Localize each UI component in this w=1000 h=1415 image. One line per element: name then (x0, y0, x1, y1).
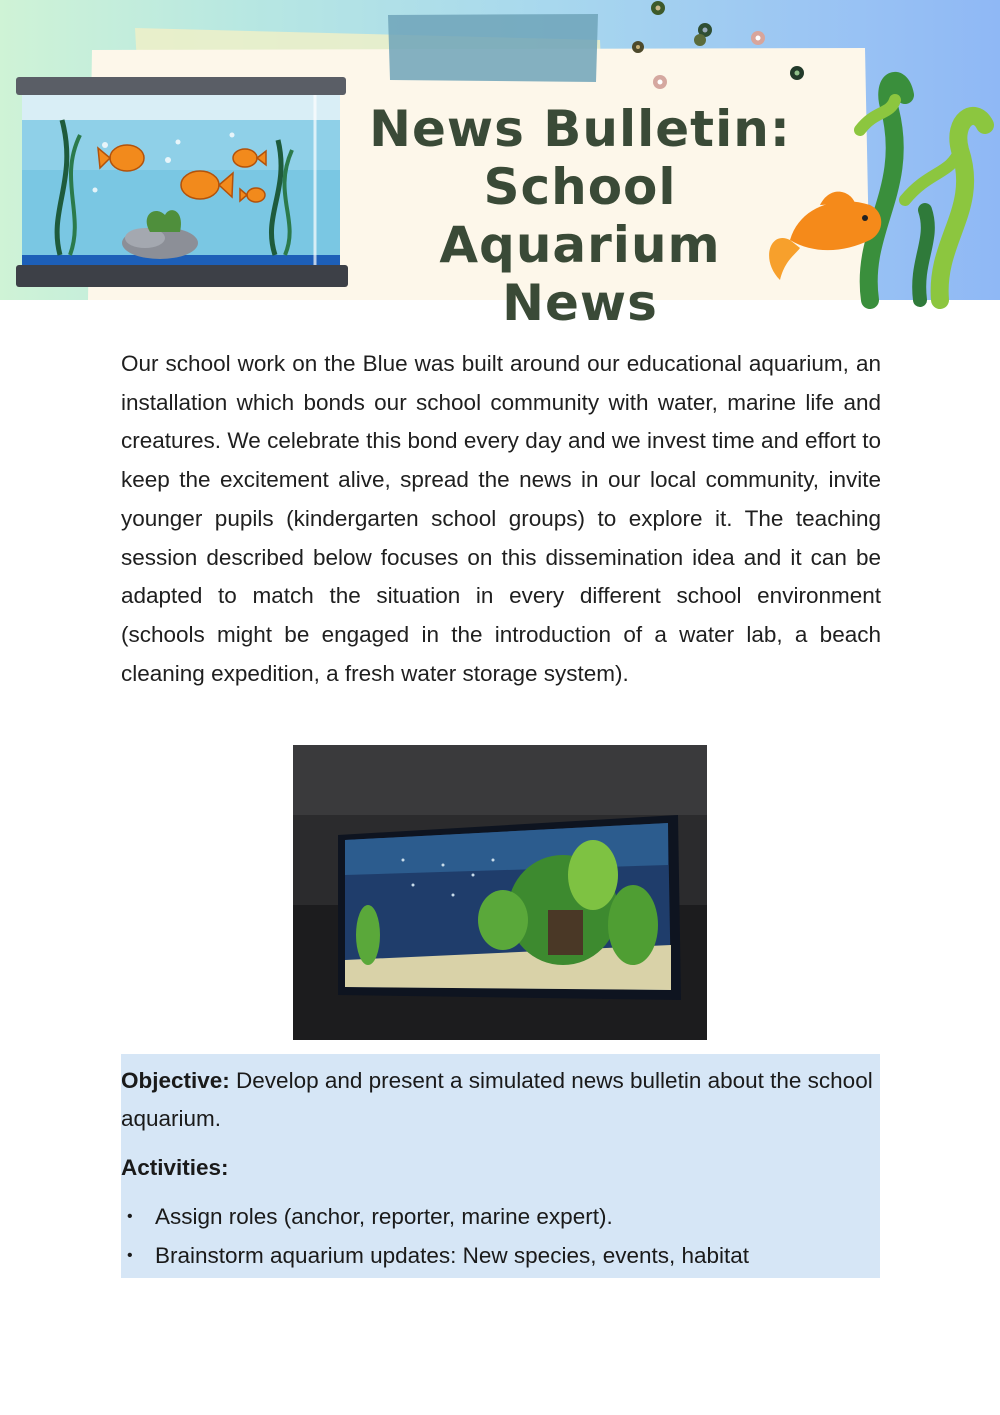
title-line-1: News Bulletin: (369, 100, 791, 158)
intro-paragraph: Our school work on the Blue was built around our educational aquarium, an installation which bonds our school community with water, marine life and creatures. We celebrate this bond every day and we invest time and effort to keep the excitement alive, spread the news in our local community, invite younger pupils (kindergarten school groups) to explore it. The teaching session described below focuses on this dissemination idea and it can be adapted to match the situation in every different school environment (schools might be engaged in the introduction of a water lab, a beach cleaning expedition, a fresh water storage system). (121, 351, 881, 686)
seaweed-decoration (860, 81, 985, 300)
bullet-icon: • (127, 1208, 133, 1225)
list-item (121, 1198, 749, 1237)
activity-text: Brainstorm aquarium updates: New species, events, habitat (155, 1242, 750, 1268)
list-item (121, 1237, 749, 1276)
objective-panel (121, 1054, 880, 1278)
bullet-icon: • (127, 1246, 133, 1264)
activities-list (121, 1198, 749, 1275)
objective-body: Develop and present a simulated news bulletin about the school aquarium. (121, 1068, 873, 1131)
aquarium-illustration (16, 77, 348, 287)
title-line-2: School Aquarium (439, 158, 721, 274)
page-title (340, 100, 820, 332)
tape-strip (388, 14, 598, 82)
activities-label: Activities: (121, 1155, 229, 1180)
activity-text: Assign roles (anchor, reporter, marine expert). (155, 1204, 613, 1229)
title-line-3: News (502, 274, 658, 332)
objective-text (121, 1062, 876, 1138)
header-banner (0, 0, 1000, 332)
aquarium-photo (293, 745, 707, 1040)
objective-label: Objective: (121, 1068, 230, 1093)
